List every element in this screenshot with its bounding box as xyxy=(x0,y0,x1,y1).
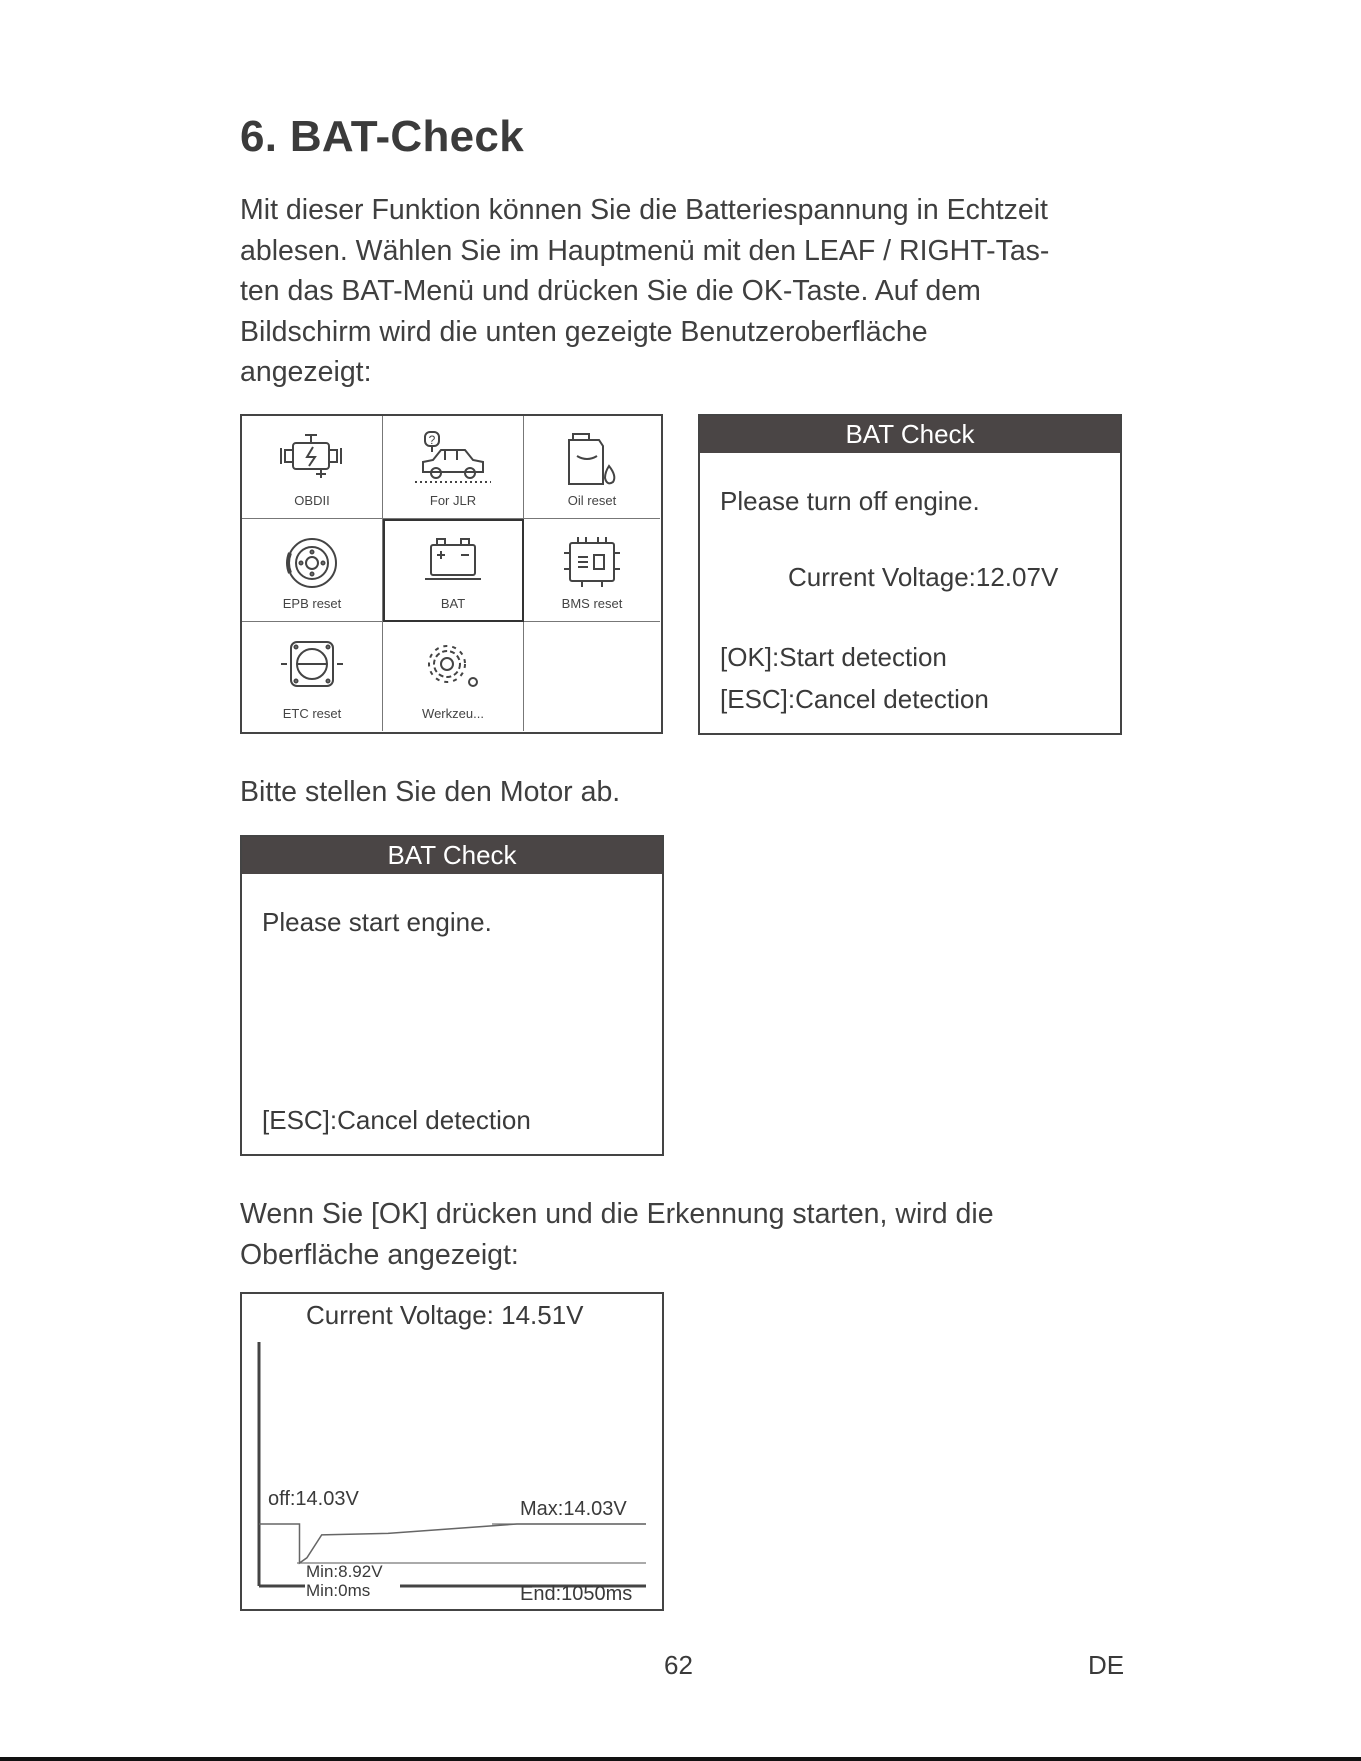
menu-item-label: BAT xyxy=(440,596,466,611)
menu-item-label: BMS reset xyxy=(561,596,623,611)
esc-hint[interactable]: [ESC]:Cancel detection xyxy=(262,1105,531,1135)
min-voltage-label: Min:8.92V xyxy=(306,1562,383,1581)
intro-paragraph xyxy=(240,190,1140,393)
bottom-rule xyxy=(0,1757,1361,1761)
menu-item-oil-reset[interactable] xyxy=(524,416,660,519)
intro-line: Mit dieser Funktion können Sie die Batteriespannung in Echtzeit xyxy=(240,194,1048,226)
voltage-series-line xyxy=(259,1524,646,1563)
bms-module-icon xyxy=(560,533,624,591)
off-voltage-label: off:14.03V xyxy=(268,1488,359,1510)
min-time-label: Min:0ms xyxy=(306,1581,371,1600)
menu-item-label: Werkzeu... xyxy=(422,706,484,721)
menu-item-bat[interactable] xyxy=(383,519,524,622)
gears-icon xyxy=(417,636,489,694)
language-code: DE xyxy=(1088,1650,1125,1680)
voltage-chart xyxy=(240,1292,664,1611)
caption-line: Wenn Sie [OK] drücken und die Erkennung starten, wird die xyxy=(240,1198,994,1230)
caption-line: Bitte stellen Sie den Motor ab. xyxy=(240,776,621,808)
oil-can-icon xyxy=(559,430,625,490)
screen-title: BAT Check xyxy=(242,837,662,874)
screen-title: BAT Check xyxy=(700,416,1120,453)
bat-check-screen-engine-off xyxy=(698,414,1122,735)
page-title: 6. BAT-Check xyxy=(240,112,524,161)
caption-start-detection xyxy=(240,1194,1140,1275)
menu-item-label: EPB reset xyxy=(282,596,342,611)
engine-icon xyxy=(277,430,347,480)
ok-hint[interactable]: [OK]:Start detection xyxy=(720,642,947,672)
menu-item-etc-reset[interactable] xyxy=(242,622,383,731)
end-time-label: End:1050ms xyxy=(520,1583,633,1605)
intro-line: ten das BAT-Menü und drücken Sie die OK-Taste. Auf dem xyxy=(240,275,981,307)
page-number: 62 xyxy=(664,1650,693,1680)
intro-line: Bildschirm wird die unten gezeigte Benutzeroberfläche xyxy=(240,315,928,348)
menu-item-empty xyxy=(524,622,660,731)
menu-item-label: ETC reset xyxy=(282,706,342,721)
menu-item-label: OBDII xyxy=(294,493,330,508)
menu-item-bms-reset[interactable] xyxy=(524,519,660,622)
menu-item-for-jlr[interactable] xyxy=(383,416,524,519)
screen-message: Please start engine. xyxy=(262,907,492,937)
intro-line: ablesen. Wählen Sie im Hauptmenü mit den LEAF / RIGHT-Tas- xyxy=(240,234,1050,267)
voltage-chart-plot xyxy=(242,1294,661,1608)
max-voltage-label: Max:14.03V xyxy=(520,1498,627,1520)
menu-item-label: For JLR xyxy=(429,493,477,508)
main-menu-grid xyxy=(240,414,663,734)
brake-disc-icon xyxy=(282,533,342,593)
current-voltage: Current Voltage:12.07V xyxy=(788,562,1059,592)
caption-engine-off xyxy=(240,772,1140,813)
chart-title: Current Voltage: 14.51V xyxy=(306,1300,584,1330)
menu-item-obdii[interactable] xyxy=(242,416,383,519)
svg-text:?: ? xyxy=(428,433,436,447)
menu-item-werkzeug[interactable] xyxy=(383,622,524,731)
menu-item-label: Oil reset xyxy=(567,493,617,508)
screen-message: Please turn off engine. xyxy=(720,486,980,516)
esc-hint[interactable]: [ESC]:Cancel detection xyxy=(720,684,989,714)
battery-icon xyxy=(421,533,485,583)
throttle-icon xyxy=(279,636,345,692)
menu-item-epb-reset[interactable] xyxy=(242,519,383,622)
car-question-icon xyxy=(411,430,495,486)
caption-line: Oberfläche angezeigt: xyxy=(240,1238,519,1271)
bat-check-screen-start-engine xyxy=(240,835,664,1156)
intro-line: angezeigt: xyxy=(240,356,372,388)
